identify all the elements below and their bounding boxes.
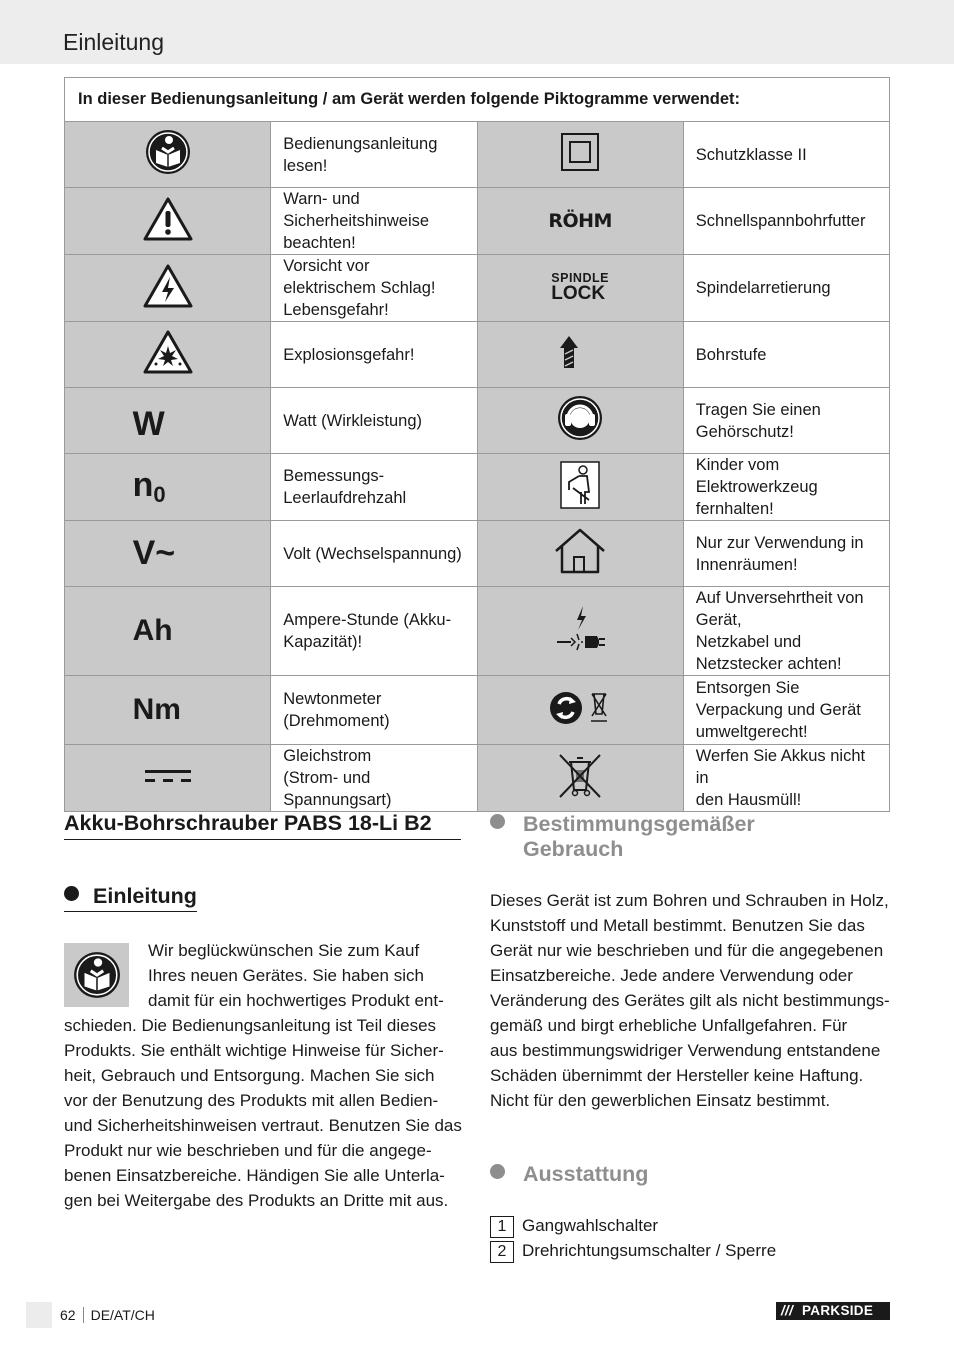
explosion-icon: [65, 322, 271, 388]
pictogram-label: Schnellspannbohrfutter: [683, 188, 889, 255]
footer-marker: [26, 1302, 52, 1328]
roehm-logo-icon: [477, 188, 683, 255]
pictogram-label: Bemessungs-Leerlaufdrehzahl: [271, 454, 477, 521]
equipment-heading: Ausstattung: [490, 1162, 648, 1187]
pictogram-label: Spindelarretierung: [683, 255, 889, 322]
pictogram-label: Watt (Wirkleistung): [271, 388, 477, 454]
lock-logo-text: LOCK: [551, 283, 606, 305]
electric-shock-icon: [65, 255, 271, 322]
model-heading: Akku-Bohrschrauber PABS 18-Li B2: [64, 811, 461, 840]
pictogram-label: Werfen Sie Akkus nicht in den Hausmüll!: [683, 745, 889, 812]
usage-paragraph: Dieses Gerät ist zum Bohren und Schrauben in Holz, Kunststoff und Metall bestimmt. Benutzen Sie das Gerät nur wie beschrieben und für die angegebenen Einsatzbereiche. Jede andere Verwendung oder Veränderung des Gerätes gilt als nicht bestimmungs- gemäß und birgt erhebliche Unfallgefahren. Für aus bestimmungswidriger Verwendung entstandene Schäden übernimmt der Hersteller keine Haftung. Nicht für den gewerblichen Einsatz bestimmt.: [490, 891, 890, 1110]
equipment-list: [490, 1213, 776, 1263]
ear-protection-icon: [477, 388, 683, 454]
pictogram-label: Entsorgen Sie Verpackung und Gerät umweltgerecht!: [683, 676, 889, 745]
locale-label: DE/AT/CH: [90, 1307, 155, 1323]
section-bullet-icon: [490, 1164, 505, 1179]
watt-symbol: W: [65, 388, 271, 454]
spindle-logo-text: SPINDLE: [551, 270, 609, 285]
pictogram-label: Gleichstrom (Strom- und Spannungsart): [271, 745, 477, 812]
crossed-bin-icon: [477, 745, 683, 812]
footer-page-info: [60, 1307, 155, 1323]
pictogram-label: Schutzklasse II: [683, 122, 889, 188]
roehm-logo-text: RÖHM: [548, 210, 612, 232]
page-number: 62: [60, 1307, 76, 1323]
spindle-lock-logo-icon: [477, 255, 683, 322]
intro-paragraph: Wir beglückwünschen Sie zum Kauf Ihres neuen Gerätes. Sie haben sich damit für ein hochwertiges Produkt ent- schieden. Die Bedienungsanleitung ist Teil dieses Produkts. Sie enthält wichtige Hinweise für Sicher- heit, Gebrauch und Entsorgung. Machen Sie sich vor der Benutzung des Produkts mit allen Bedien- und Sicherheitshinweisen vertraut. Benutzen Sie das Produkt nur wie beschrieben und für die angege- benen Einsatzbereiche. Händigen Sie alle Unterla- gen bei Weitergabe des Produkts an Dritte mit aus.: [64, 941, 462, 1210]
pictogram-table-heading: In dieser Bedienungsanleitung / am Gerät werden folgende Piktogramme verwendet:: [65, 78, 890, 122]
pictogram-label: Bohrstufe: [683, 322, 889, 388]
ampere-hour-symbol: Ah: [65, 587, 271, 676]
pictogram-table: [64, 77, 890, 812]
rated-speed-symbol: $n_0$: [65, 454, 271, 521]
protection-class-ii-icon: [477, 122, 683, 188]
drill-stage-icon: [477, 322, 683, 388]
keep-children-away-icon: [477, 454, 683, 521]
recycling-icon: [477, 676, 683, 745]
pictogram-label: Bedienungsanleitung lesen!: [271, 122, 477, 188]
read-manual-icon: [65, 122, 271, 188]
intro-heading: Einleitung: [64, 884, 197, 912]
brand-logo: /// PARKSIDE: [776, 1302, 890, 1320]
pictogram-label: Ampere-Stunde (Akku-Kapazität)!: [271, 587, 477, 676]
pictogram-label: Explosionsgefahr!: [271, 322, 477, 388]
list-item: 1 Gangwahlschalter: [490, 1213, 776, 1238]
cable-damage-icon: [477, 587, 683, 676]
pictogram-label: Tragen Sie einen Gehörschutz!: [683, 388, 889, 454]
newton-meter-symbol: Nm: [65, 676, 271, 745]
page-title: Einleitung: [63, 29, 165, 55]
volt-ac-symbol: V~: [65, 521, 271, 587]
pictogram-label: Kinder vom Elektrowerkzeug fernhalten!: [683, 454, 889, 521]
direct-current-icon: [65, 745, 271, 812]
list-item: 2 Drehrichtungsumschalter / Sperre: [490, 1238, 776, 1263]
warning-triangle-icon: [65, 188, 271, 255]
section-bullet-icon: [64, 886, 79, 901]
pictogram-label: Nur zur Verwendung in Innenräumen!: [683, 521, 889, 587]
pictogram-label: Newtonmeter (Drehmoment): [271, 676, 477, 745]
pictogram-label: Vorsicht vor elektrischem Schlag! Lebensgefahr!: [271, 255, 477, 322]
footer-separator: [83, 1307, 84, 1323]
brand-stripes-icon: ///: [781, 1303, 794, 1318]
usage-heading: Bestimmungsgemäßer Gebrauch: [490, 812, 755, 862]
pictogram-label: Auf Unversehrtheit von Gerät, Netzkabel und Netzstecker achten!: [683, 587, 889, 676]
pictogram-label: Warn- und Sicherheitshinweise beachten!: [271, 188, 477, 255]
section-bullet-icon: [490, 814, 505, 829]
indoor-use-icon: [477, 521, 683, 587]
pictogram-label: Volt (Wechselspannung): [271, 521, 477, 587]
